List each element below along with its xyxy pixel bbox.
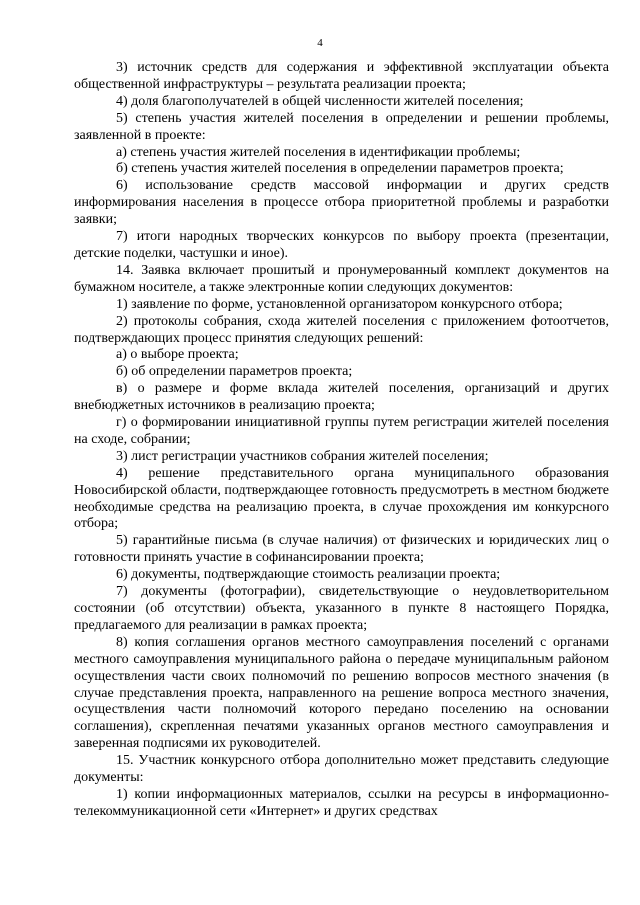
paragraph: 4) решение представительного органа муниципального образования Новосибирской области, подтверждающее готовность предусмотреть в местном бюджете необходимые средства на реализацию проекта, в случае прохождения им конкурсного отбора; <box>74 465 609 532</box>
paragraph: 7) документы (фотографии), свидетельствующие о неудовлетворительном состоянии (об отсутствии) объекта, указанного в пункте 8 настоящего Порядка, предлагаемого для реализации в рамках проекта; <box>74 584 609 633</box>
paragraph: 7) итоги народных творческих конкурсов по выбору проекта (презентации, детские поделки, частушки и иное). <box>74 229 609 261</box>
paragraph: 5) степень участия жителей поселения в определении и решении проблемы, заявленной в проекте: <box>74 110 609 143</box>
paragraph: 2) протоколы собрания, схода жителей поселения с приложением фотоотчетов, подтверждающих процесс принятия следующих решений: <box>74 313 609 346</box>
paragraph: в) о размере и форме вклада жителей поселения, организаций и других внебюджетных источников в реализацию проекта; <box>74 381 609 414</box>
paragraph: 14. Заявка включает прошитый и пронумерованный комплект документов на бумажном носителе, а также электронные копии следующих документов: <box>74 262 609 295</box>
paragraph: 3) лист регистрации участников собрания жителей поселения; <box>116 448 489 464</box>
paragraph: 6) использование средств массовой информации и других средств информирования населения в процессе отбора приоритетной проблемы и разработки заявки; <box>74 178 609 228</box>
paragraph: 8) копия соглашения органов местного самоуправления поселений с органами местного самоуправления муниципального района о передаче муниципальным районом осуществления части своих полномочий по решению вопросов местного значения (в случае представления проекта, направленного на решение вопроса местного значения, осуществления части полномочий которого передано поселению на основании соглашения), скрепленная печатями указанных органов местного самоуправления и заверенная подписями их руководителей. <box>74 634 609 752</box>
paragraph: 5) гарантийные письма (в случае наличия) от физических и юридических лиц о готовности принять участие в софинансировании проекта; <box>74 533 609 566</box>
paragraph: б) степень участия жителей поселения в определении параметров проекта; <box>116 161 564 177</box>
paragraph: 1) заявление по форме, установленной организатором конкурсного отбора; <box>116 296 563 312</box>
paragraph: а) о выборе проекта; <box>116 347 239 363</box>
paragraph: 15. Участник конкурсного отбора дополнительно может представить следующие документы: <box>74 753 609 786</box>
paragraph: 4) доля благополучателей в общей численности жителей поселения; <box>116 93 524 109</box>
paragraph: а) степень участия жителей поселения в идентификации проблемы; <box>116 144 521 160</box>
paragraph: г) о формировании инициативной группы путем регистрации жителей поселения на сходе, собрании; <box>74 415 609 447</box>
paragraph: 1) копии информационных материалов, ссылки на ресурсы в информационно-телекоммуникационной сети «Интернет» и других средствах <box>74 786 609 819</box>
paragraph: б) об определении параметров проекта; <box>116 364 353 380</box>
page-number: 4 <box>317 37 323 49</box>
document-body <box>74 60 609 821</box>
paragraph: 3) источник средств для содержания и эффективной эксплуатации объекта общественной инфраструктуры – результата реализации проекта; <box>74 60 609 92</box>
paragraph: 6) документы, подтверждающие стоимость реализации проекта; <box>116 567 501 583</box>
